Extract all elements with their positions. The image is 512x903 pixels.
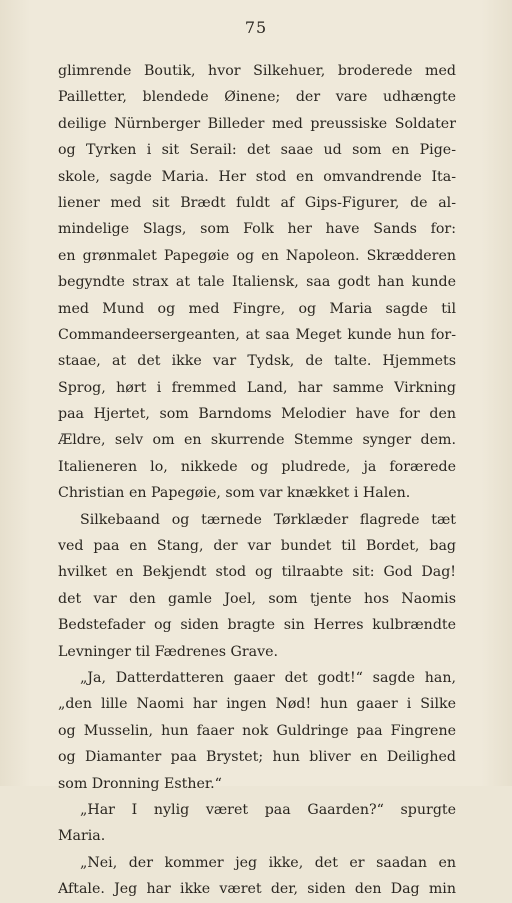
text-line: Bedstefader og siden bragte sin Herres kulbrændte [58, 617, 456, 634]
text-line: Aftale. Jeg har ikke været der, siden den Dag min [58, 881, 456, 898]
text-line: skole, sagde Maria. Her stod en omvandrende Ita- [58, 168, 456, 185]
text-line: deilige Nürnberger Billeder med preussiske Soldater [58, 115, 456, 132]
text-line: som Dronning Esther.“ [58, 775, 222, 792]
text-line: Italieneren lo, nikkede og pludrede, ja forærede [58, 458, 456, 475]
body-text [58, 58, 456, 903]
text-line: „Ja, Datterdatteren gaaer det godt!“ sagde han, [80, 669, 456, 686]
text-line: Ældre, selv om en skurrende Stemme synger dem. [58, 432, 456, 449]
text-line: staae, at det ikke var Tydsk, de talte. Hjemmets [58, 353, 456, 370]
text-line: „Har I nylig været paa Gaarden?“ spurgte [80, 801, 456, 818]
text-line: og Tyrken i sit Serail: det saae ud som en Pige- [58, 142, 456, 159]
text-line: glimrende Boutik, hvor Silkehuer, broderede med [58, 63, 456, 79]
text-line: paa Hjertet, som Barndoms Melodier have for den [58, 406, 456, 423]
text-line: Silkebaand og tærnede Tørklæder flagrede tæt [80, 511, 456, 528]
text-line: Sprog, hørt i fremmed Land, har samme Virkning [58, 379, 456, 396]
text-line: begyndte strax at tale Italiensk, saa godt han kunde [58, 274, 456, 291]
text-line: „den lille Naomi har ingen Nød! hun gaaer i Silke [58, 696, 456, 713]
text-line: hvilket en Bekjendt stod og tilraabte sit: God Dag! [58, 564, 456, 581]
text-line: det var den gamle Joel, som tjente hos Naomis [58, 590, 456, 607]
text-line: Pailletter, blendede Øinene; der vare udhængte [58, 89, 456, 106]
text-line: og Diamanter paa Brystet; hun bliver en Deilighed [58, 749, 456, 766]
page-number: 75 [244, 18, 268, 37]
text-line: Maria. [58, 828, 106, 845]
text-line: mindelige Slags, som Folk her have Sands for: [58, 221, 456, 238]
text-line: med Mund og med Fingre, og Maria sagde til [58, 300, 456, 317]
text-line: og Musselin, hun faaer nok Guldringe paa Fingrene [58, 722, 456, 739]
text-line: Christian en Papegøie, som var knækket i Halen. [58, 485, 411, 502]
text-line: Commandeersergeanten, at saa Meget kunde hun for- [58, 326, 456, 343]
text-line: en grønmalet Papegøie og en Napoleon. Skrædderen [58, 247, 456, 264]
text-line: liener med sit Brædt fuldt af Gips-Figurer, de al- [58, 194, 456, 211]
text-line: ved paa en Stang, der var bundet til Bordet, bag [58, 538, 456, 555]
text-line: Levninger til Fædrenes Grave. [58, 643, 278, 660]
text-line: „Nei, der kommer jeg ikke, det er saadan en [80, 854, 456, 871]
